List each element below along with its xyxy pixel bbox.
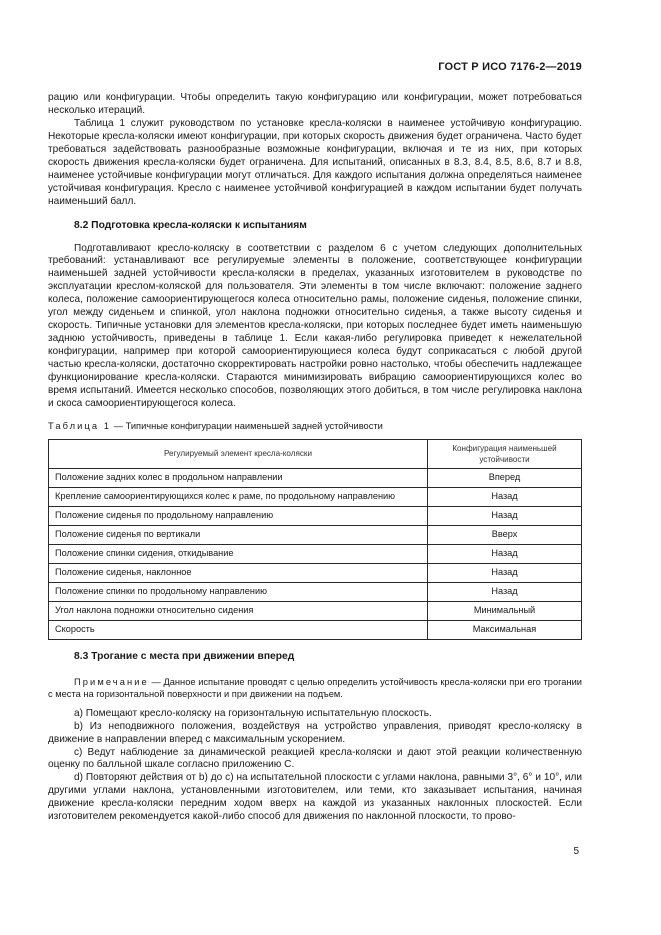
note-text: — Данное испытание проводят с целью определить устойчивость кресла-коляски при его трогании с места на горизонтальной поверхности и при движении на подъем. <box>48 676 582 700</box>
cell-configuration: Назад <box>428 563 582 582</box>
page-number: 5 <box>573 846 579 857</box>
cell-element: Крепление самоориентирующихся колес к раме, по продольному направлению <box>49 487 428 506</box>
cell-configuration: Вверх <box>428 525 582 544</box>
section-heading-8-3: 8.3 Трогание с места при движении вперед <box>74 650 295 662</box>
cell-element: Угол наклона подножки относительно сидения <box>49 601 428 620</box>
cell-element: Положение задних колес в продольном направлении <box>49 468 428 487</box>
paragraph: рацию или конфигурации. Чтобы определить такую конфигурацию или конфигурации, может потребоваться несколько итераций. <box>48 92 582 116</box>
list-item: b) Из неподвижного положения, воздействуя на устройство управления, приводят кресло-коляску в движение в направлении вперед с максимальным ускорением. <box>48 720 582 745</box>
note <box>48 676 582 701</box>
cell-configuration: Минимальный <box>428 601 582 620</box>
table-caption <box>48 420 582 433</box>
cell-configuration: Назад <box>428 487 582 506</box>
cell-element: Положение спинки сидения, откидывание <box>49 544 428 563</box>
table-caption-text: — Типичные конфигурации наименьшей задней устойчивости <box>111 420 383 431</box>
configuration-table <box>48 439 582 640</box>
cell-element: Положение спинки по продольному направлению <box>49 582 428 601</box>
list-item: с) Ведут наблюдение за динамической реакцией кресла-коляски и дают этой реакции количественную оценку по балльной шкале согласно приложению С. <box>48 746 582 771</box>
section-heading-8-2: 8.2 Подготовка кресла-коляски к испытаниям <box>74 219 307 231</box>
paragraph: Подготавливают кресло-коляску в соответствии с разделом 6 с учетом следующих дополнительных требований: устанавливают все регулируемые элементы в положение, соответствующее конфигурации наименьшей задней устойчивости кресла-коляски в пределах, указанных изготовителем в руководстве по эксплуатации креслом-коляской для пользователя. Эти элементы в том числе включают: положение заднего колеса, положение самоориентирующегося колеса относительно рамы, положение сиденья, положение спинки, угол между сиденьем и спинкой, угол наклона подножки относительно сиденья, а также высоту сиденья и скорость. Типичные установки для элементов кресла-коляски, при которых последнее будет иметь наименьшую заднюю устойчивость, приведены в таблице 1. Если какая-либо регулировка приведет к нежелательной конфигурации, например при которой самоориентирующиеся колеса будут соприкасаться с любой другой частью кресла-коляски, достаточно скорректировать настройки ровно настолько, чтобы обеспечить надлежащее функционирование кресла-коляски. Стараются минимизировать вибрацию самоориентирующихся колес во время испытаний. Имеется несколько способов, позволяющих этого добиться, в том числе регулировка наклона и скоса самоориентирующегося колеса. <box>48 242 582 409</box>
paragraph: Таблица 1 служит руководством по установке кресла-коляски в наименее устойчивую конфигурацию. Некоторые кресла-коляски имеют конфигурации, при которых скорость движения будет ограничена. Часто будет требоваться задействовать разнообразные возможные конфигурации, включая и те из них, при которых скорость движения кресла-коляски будет ограничена. Для испытаний, описанных в 8.3, 8.4, 8.5, 8.6, 8.7 и 8.8, наименее устойчивые конфигурации могут отличаться. Для каждого испытания должна определяться наименее устойчивая конфигурация. Кресло с наименее устойчивой конфигурацией в каждом испытании будет получать наименьший балл. <box>48 117 582 207</box>
cell-configuration: Назад <box>428 506 582 525</box>
cell-element: Скорость <box>49 620 428 639</box>
table-row <box>49 506 582 525</box>
cell-configuration: Назад <box>428 544 582 563</box>
list-item: d) Повторяют действия от b) до с) на испытательной плоскости с углами наклона, равными 3°, 6° и 10°, или другими углами наклона, установленными изготовителем, или теми, кто заказывает испытания, начиная движение кресла-коляски передним ходом вверх на каждой из указанных наклонных плоскостей. Если изготовителем рекомендуется какой-либо способ для движения по наклонной плоскости, то прово- <box>48 772 582 823</box>
note-label: Примечание <box>74 676 149 687</box>
cell-configuration: Назад <box>428 582 582 601</box>
cell-element: Положение сиденья по продольному направлению <box>49 506 428 525</box>
cell-configuration: Вперед <box>428 468 582 487</box>
page-content <box>48 92 582 824</box>
table-row <box>49 525 582 544</box>
table-row <box>49 544 582 563</box>
cell-element: Положение сиденья по вертикали <box>49 525 428 544</box>
table-header-row <box>49 439 582 468</box>
column-header-configuration: Конфигурация наименьшей устойчивости <box>428 439 582 468</box>
table-row <box>49 620 582 639</box>
column-header-element: Регулируемый элемент кресла-коляски <box>49 439 428 468</box>
table-row <box>49 601 582 620</box>
table-row <box>49 487 582 506</box>
cell-configuration: Максимальная <box>428 620 582 639</box>
table-row <box>49 582 582 601</box>
document-header: ГОСТ Р ИСО 7176-2—2019 <box>438 61 582 73</box>
cell-element: Положение сиденья, наклонное <box>49 563 428 582</box>
table-row <box>49 563 582 582</box>
list-item: а) Помещают кресло-коляску на горизонтальную испытательную плоскость. <box>74 707 432 719</box>
table-row <box>49 468 582 487</box>
table-caption-label: Таблица 1 <box>48 420 112 431</box>
